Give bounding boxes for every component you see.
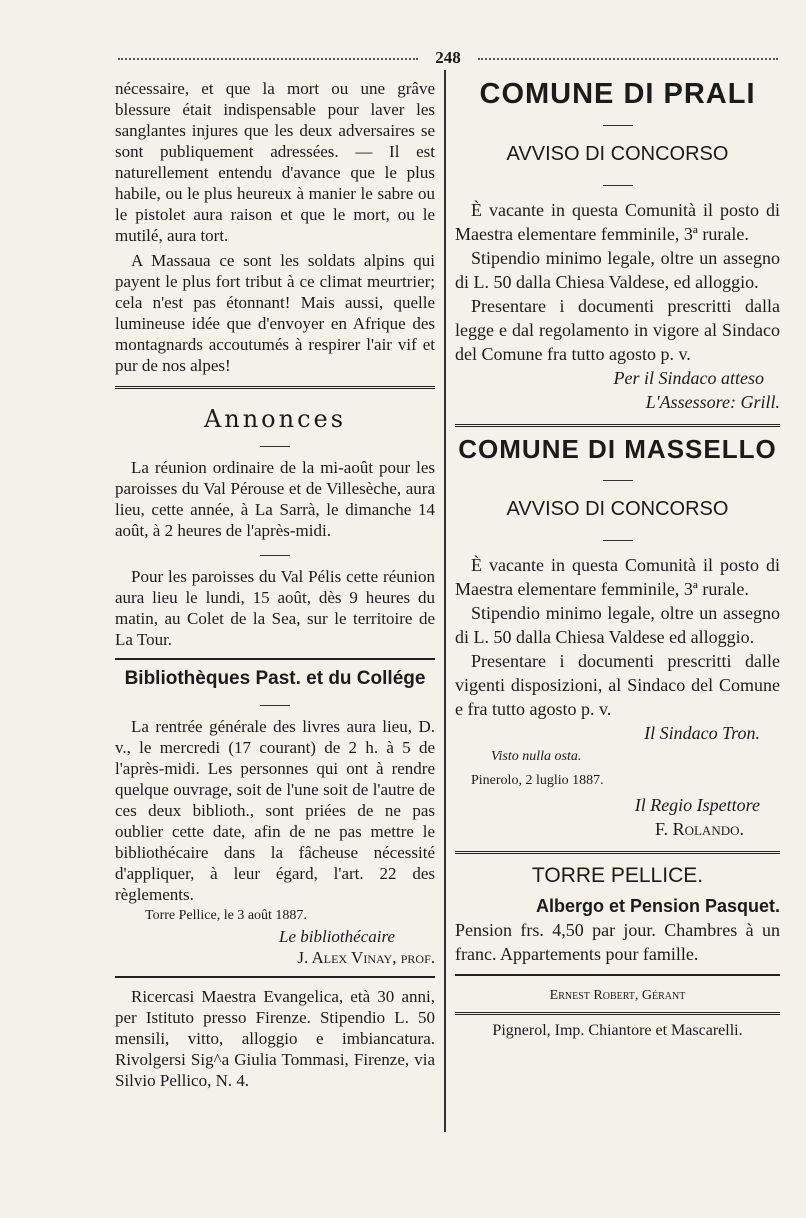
biblio-heading: Bibliothèques Past. et du Collége	[124, 668, 426, 689]
massello-signature: Il Sindaco Tron.	[644, 723, 760, 743]
albergo-name: Albergo et Pension Pasquet.	[535, 896, 780, 916]
right-column	[455, 78, 780, 1043]
biblio-signature-title: Le bibliothécaire	[279, 927, 395, 946]
biblio-place-date: Torre Pellice, le 3 août 1887.	[145, 908, 307, 923]
section-divider	[455, 851, 780, 854]
massello-paragraph: Presentare i documenti prescritti dalle vigenti disposizioni, al Sindaco del Comune e fra tutto agosto p. v.	[455, 651, 780, 719]
section-divider	[115, 386, 435, 389]
section-divider	[455, 974, 780, 976]
massello-title: COMUNE DI MASSELLO	[458, 434, 777, 464]
ispettore-title: Il Regio Ispettore	[634, 795, 760, 815]
prali-title: COMUNE DI PRALI	[479, 78, 756, 110]
dash-divider	[115, 693, 435, 714]
annonce-paragraph: La réunion ordinaire de la mi-août pour les paroisses du Val Pérouse et de Villesèche, aura lieu, cette année, à La Sarrà, le dimanche 14 août, à 2 heures de l'après-midi.	[115, 458, 435, 540]
dash-divider	[455, 172, 780, 196]
dash-divider	[455, 527, 780, 551]
section-divider	[455, 424, 780, 427]
prali-paragraph: È vacante in questa Comunità il posto di Maestra elementare femminile, 3ª rurale.	[455, 200, 780, 244]
left-column	[115, 78, 435, 1091]
gerant-line: Ernest Robert, Gérant	[549, 988, 686, 1003]
dash-divider	[115, 434, 435, 455]
prali-signature-2: L'Assessore: Grill.	[645, 392, 780, 412]
ricercasi-paragraph: Ricercasi Maestra Evangelica, età 30 anni, per Istituto presso Firenze. Stipendio L. 50 mensili, vitto, alloggio e imbiancatura. Rivolgersi Sig^a Giulia Tommasi, Firenze, via Silvio Pellico, N. 4.	[115, 987, 435, 1090]
dash-divider	[455, 112, 780, 136]
section-divider	[455, 1012, 780, 1015]
pinerolo-line: Pinerolo, 2 luglio 1887.	[471, 773, 604, 788]
column-divider	[444, 70, 446, 1132]
ispettore-name: F. Rolando.	[655, 819, 744, 839]
visto-line: Visto nulla osta.	[491, 749, 582, 764]
intro-paragraph: nécessaire, et que la mort ou une grâve blessure était indispensable pour laver les sanglantes injures que les deux adversaires se sont publiquement adressées. — Il est naturellement entendu d'avance que le plus habile, ou le plus heureux à manier le sabre ou le pistolet aura raison et que le mort, ou le mutilé, aura tort.	[115, 79, 435, 245]
torre-pellice-title: TORRE PELLICE.	[531, 864, 704, 887]
annonces-heading: Annonces	[203, 405, 347, 433]
dash-divider	[115, 543, 435, 564]
massello-avviso: AVVISO DI CONCORSO	[506, 498, 729, 520]
prali-avviso: AVVISO DI CONCORSO	[506, 143, 729, 165]
prali-paragraph: Stipendio minimo legale, oltre un assegno di L. 50 dalla Chiesa Valdese, ed alloggio.	[455, 248, 780, 292]
biblio-paragraph: La rentrée générale des livres aura lieu, D. v., le mercredi (17 courant) de 2 h. à 5 de l'après-midi. Les personnes qui ont à rendre quelque ouvrage, soit de l'une soit de l'autre de ces deux biblioth., sont priées de ne pas oublier cette date, afin de ne pas mettre le bibliothécaire dans la fâcheuse nécessité d'appliquer, à leur égard, l'art. 22 des règlements.	[115, 717, 435, 904]
annonce-paragraph: Pour les paroisses du Val Pélis cette réunion aura lieu le lundi, 15 août, dès 9 heures du matin, au Colet de la Sea, sur le territoire de La Tour.	[115, 567, 435, 649]
page-number: 248	[118, 48, 778, 68]
prali-paragraph: Presentare i documenti prescritti dalla legge e dal regolamento in vigore al Sindaco del Comune fra tutto agosto p. v.	[455, 296, 780, 364]
biblio-signature-name: J. Alex Vinay, prof.	[297, 948, 435, 967]
prali-signature-1: Per il Sindaco atteso	[613, 368, 764, 388]
massello-paragraph: Stipendio minimo legale, oltre un assegno di L. 50 dalla Chiesa Valdese ed alloggio.	[455, 603, 780, 647]
massello-paragraph: È vacante in questa Comunità il posto di Maestra elementare femminile, 3ª rurale.	[455, 555, 780, 599]
section-divider	[115, 658, 435, 660]
dash-divider	[455, 467, 780, 491]
section-divider	[115, 976, 435, 978]
massaua-paragraph: A Massaua ce sont les soldats alpins qui payent le plus fort tribut à ce climat meurtrier; cela n'est pas étonnant! Mais aussi, quelle lumineuse idée que d'envoyer en Afrique des montagnards accoutumés à respirer l'air vif et pur de nos alpes!	[115, 251, 435, 375]
imprimerie-line: Pignerol, Imp. Chiantore et Mascarelli.	[492, 1022, 743, 1039]
albergo-text: Pension frs. 4,50 par jour. Chambres à un franc. Appartements pour famille.	[455, 920, 780, 964]
